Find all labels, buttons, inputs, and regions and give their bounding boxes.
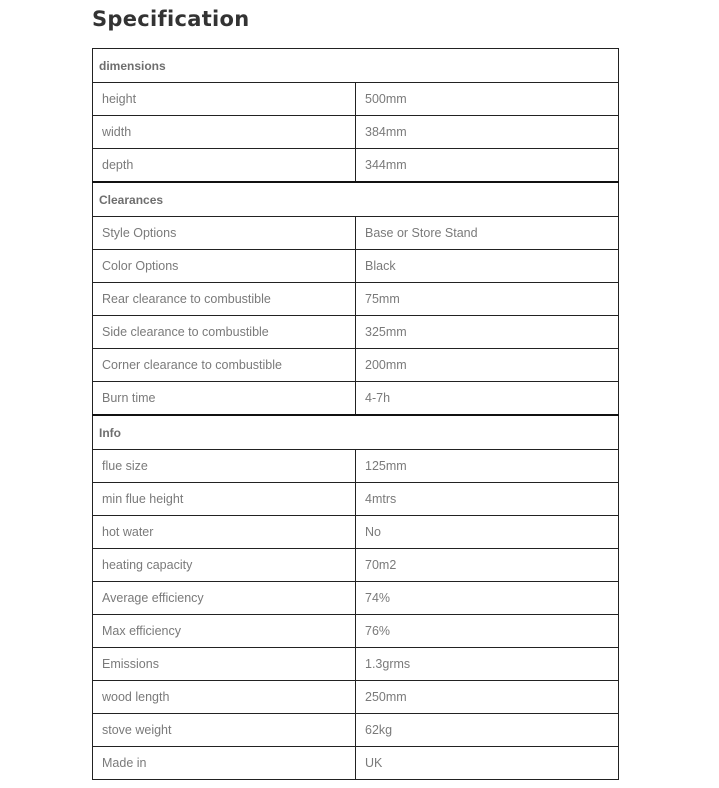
spec-value: 70m2 [356,549,619,582]
spec-value: 500mm [356,83,619,116]
spec-value: 4-7h [356,382,619,416]
spec-value: Black [356,250,619,283]
spec-value: UK [356,747,619,780]
table-row [93,483,619,516]
spec-label: stove weight [93,714,356,747]
table-row [93,648,619,681]
specification-table [92,48,619,780]
spec-value: 76% [356,615,619,648]
table-row [93,250,619,283]
spec-label: min flue height [93,483,356,516]
spec-value: 344mm [356,149,619,183]
spec-label: width [93,116,356,149]
table-row [93,582,619,615]
table-row [93,217,619,250]
table-row [93,615,619,648]
spec-value: 4mtrs [356,483,619,516]
spec-label: Made in [93,747,356,780]
table-row [93,116,619,149]
spec-label: hot water [93,516,356,549]
spec-label: Rear clearance to combustible [93,283,356,316]
spec-label: Max efficiency [93,615,356,648]
spec-value: 125mm [356,450,619,483]
spec-label: flue size [93,450,356,483]
spec-value: 325mm [356,316,619,349]
spec-label: depth [93,149,356,183]
spec-label: wood length [93,681,356,714]
table-row [93,516,619,549]
table-row [93,316,619,349]
section-header-row [93,182,619,217]
spec-label: Color Options [93,250,356,283]
spec-value: 384mm [356,116,619,149]
table-row [93,714,619,747]
page-title: Specification [92,7,250,31]
spec-value: 1.3grms [356,648,619,681]
section-header-row [93,415,619,450]
spec-value: 74% [356,582,619,615]
table-row [93,349,619,382]
spec-value: 250mm [356,681,619,714]
spec-label: Burn time [93,382,356,416]
table-row [93,382,619,416]
table-row [93,747,619,780]
spec-label: Emissions [93,648,356,681]
table-row [93,283,619,316]
section-title: Clearances [93,182,619,217]
section-title: dimensions [93,49,619,83]
spec-label: Average efficiency [93,582,356,615]
table-row [93,450,619,483]
spec-value: 62kg [356,714,619,747]
table-row [93,549,619,582]
spec-value: No [356,516,619,549]
table-row [93,681,619,714]
spec-label: height [93,83,356,116]
spec-value: 75mm [356,283,619,316]
spec-value: Base or Store Stand [356,217,619,250]
table-row [93,83,619,116]
spec-label: Style Options [93,217,356,250]
table-row [93,149,619,183]
section-header-row [93,49,619,83]
spec-value: 200mm [356,349,619,382]
spec-label: Side clearance to combustible [93,316,356,349]
section-title: Info [93,415,619,450]
spec-label: heating capacity [93,549,356,582]
spec-label: Corner clearance to combustible [93,349,356,382]
